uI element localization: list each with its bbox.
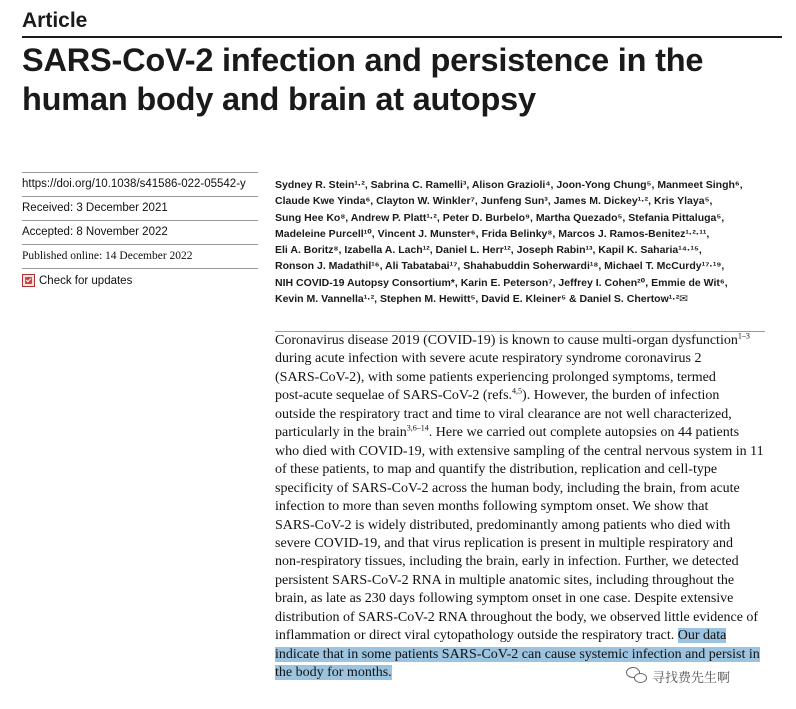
abstract-line: of these patients, to map and quantify the distribution, replication and cell-type bbox=[275, 462, 718, 478]
author-line: Sydney R. Stein¹·², Sabrina C. Ramelli³, Alison Grazioli⁴, Joon-Yong Chung⁵, Manmeet Singh⁶, bbox=[275, 179, 743, 191]
abstract-line: outside the respiratory tract and time to viral clearance are not well characterized, bbox=[275, 406, 732, 422]
author-line: Kevin M. Vannella¹·², Stephen M. Hewitt⁵, David E. Kleiner⁵ & Daniel S. Chertow¹·²✉ bbox=[275, 293, 689, 306]
highlighted-text[interactable]: Our data bbox=[677, 628, 727, 644]
abstract-line: who died with COVID-19, with extensive sampling of the central nervous system in 11 bbox=[275, 443, 764, 459]
check-for-updates-label: Check for updates bbox=[39, 274, 133, 287]
article-title: SARS-CoV-2 infection and persistence in the human body and brain at autopsy bbox=[22, 42, 704, 117]
abstract-line: specificity of SARS-CoV-2 across the human body, including the brain, from acute bbox=[275, 480, 740, 496]
abstract-line: infection to more than seven months following symptom onset. We show that bbox=[275, 499, 709, 515]
abstract-line: severe COVID-19, and that virus replication is present in multiple respiratory and bbox=[275, 535, 733, 551]
abstract-line: particularly in the brain$^{3,6-14}$. Here we carried out complete autopsies on 44 patients bbox=[275, 423, 740, 441]
watermark bbox=[626, 665, 730, 687]
abstract bbox=[275, 331, 765, 683]
author-line: Sung Hee Ko⁸, Andrew P. Platt¹·², Peter D. Burbelo⁹, Martha Quezado⁵, Stefania Pittaluga⁵, bbox=[275, 211, 725, 224]
title-rule bbox=[22, 36, 782, 38]
check-for-updates-link[interactable] bbox=[22, 269, 258, 293]
watermark-text: 寻找费先生啊 bbox=[652, 669, 731, 685]
author-list bbox=[275, 177, 785, 307]
published-date: Published online: 14 December 2022 bbox=[22, 245, 258, 269]
author-line: Claude Kwe Yinda⁶, Clayton W. Winkler⁷, Junfeng Sun³, James M. Dickey¹·², Kris Ylaya⁵, bbox=[275, 195, 713, 208]
author-line: Eli A. Boritz⁸, Izabella A. Lach¹², Daniel L. Herr¹², Joseph Rabin¹³, Kapil K. Saharia¹⁴·¹⁵, bbox=[275, 244, 702, 257]
doi-link[interactable]: https://doi.org/10.1038/s41586-022-05542-y bbox=[22, 172, 258, 197]
check-for-updates-icon bbox=[22, 274, 35, 287]
accepted-date: Accepted: 8 November 2022 bbox=[22, 221, 258, 245]
abstract-line: Coronavirus disease 2019 (COVID-19) is known to cause multi-organ dysfunction$^{1-3}$ bbox=[275, 331, 750, 348]
received-date: Received: 3 December 2021 bbox=[22, 197, 258, 221]
abstract-line: SARS-CoV-2 is widely distributed, predominantly among patients who died with bbox=[275, 517, 731, 533]
abstract-line: inflammation or direct viral cytopathology outside the respiratory tract. Our data bbox=[275, 628, 727, 644]
wechat-icon bbox=[626, 667, 648, 685]
article-metadata bbox=[22, 172, 258, 293]
abstract-line: brain, as late as 230 days following symptom onset in one case. Despite extensive bbox=[275, 591, 734, 607]
author-line: NIH COVID-19 Autopsy Consortium*, Karin E. Peterson⁷, Jeffrey I. Cohen²⁰, Emmie de Wit⁶, bbox=[275, 276, 728, 289]
abstract-line: distribution of SARS-CoV-2 RNA throughout the body, we observed little evidence of bbox=[275, 609, 759, 625]
highlighted-text[interactable]: indicate that in some patients SARS-CoV-2 can cause systemic infection and persist in bbox=[275, 646, 760, 662]
highlighted-text[interactable]: the body for months. bbox=[275, 665, 392, 681]
article-type-label: Article bbox=[22, 9, 88, 32]
abstract-line bbox=[275, 646, 765, 664]
author-line: Ronson J. Madathil¹⁶, Ali Tabatabai¹⁷, Shahabuddin Soherwardi¹⁸, Michael T. McCurdy¹⁷·¹⁹, bbox=[275, 260, 725, 273]
abstract-line: during acute infection with severe acute respiratory syndrome coronavirus 2 bbox=[275, 351, 702, 367]
abstract-line: non-respiratory tissues, including the brain, early in infection. Further, we detected bbox=[275, 554, 739, 570]
author-line: Madeleine Purcell¹⁰, Vincent J. Munster⁶, Frida Belinky⁸, Marcos J. Ramos-Benitez¹·²·¹¹, bbox=[275, 227, 710, 240]
abstract-line: persistent SARS-CoV-2 RNA in multiple anatomic sites, including throughout the bbox=[275, 572, 735, 588]
abstract-line: (SARS-CoV-2), with some patients experiencing prolonged symptoms, termed bbox=[275, 369, 716, 385]
abstract-line: post-acute sequelae of SARS-CoV-2 (refs.$^{4,5}$). However, the burden of infection bbox=[275, 386, 720, 404]
